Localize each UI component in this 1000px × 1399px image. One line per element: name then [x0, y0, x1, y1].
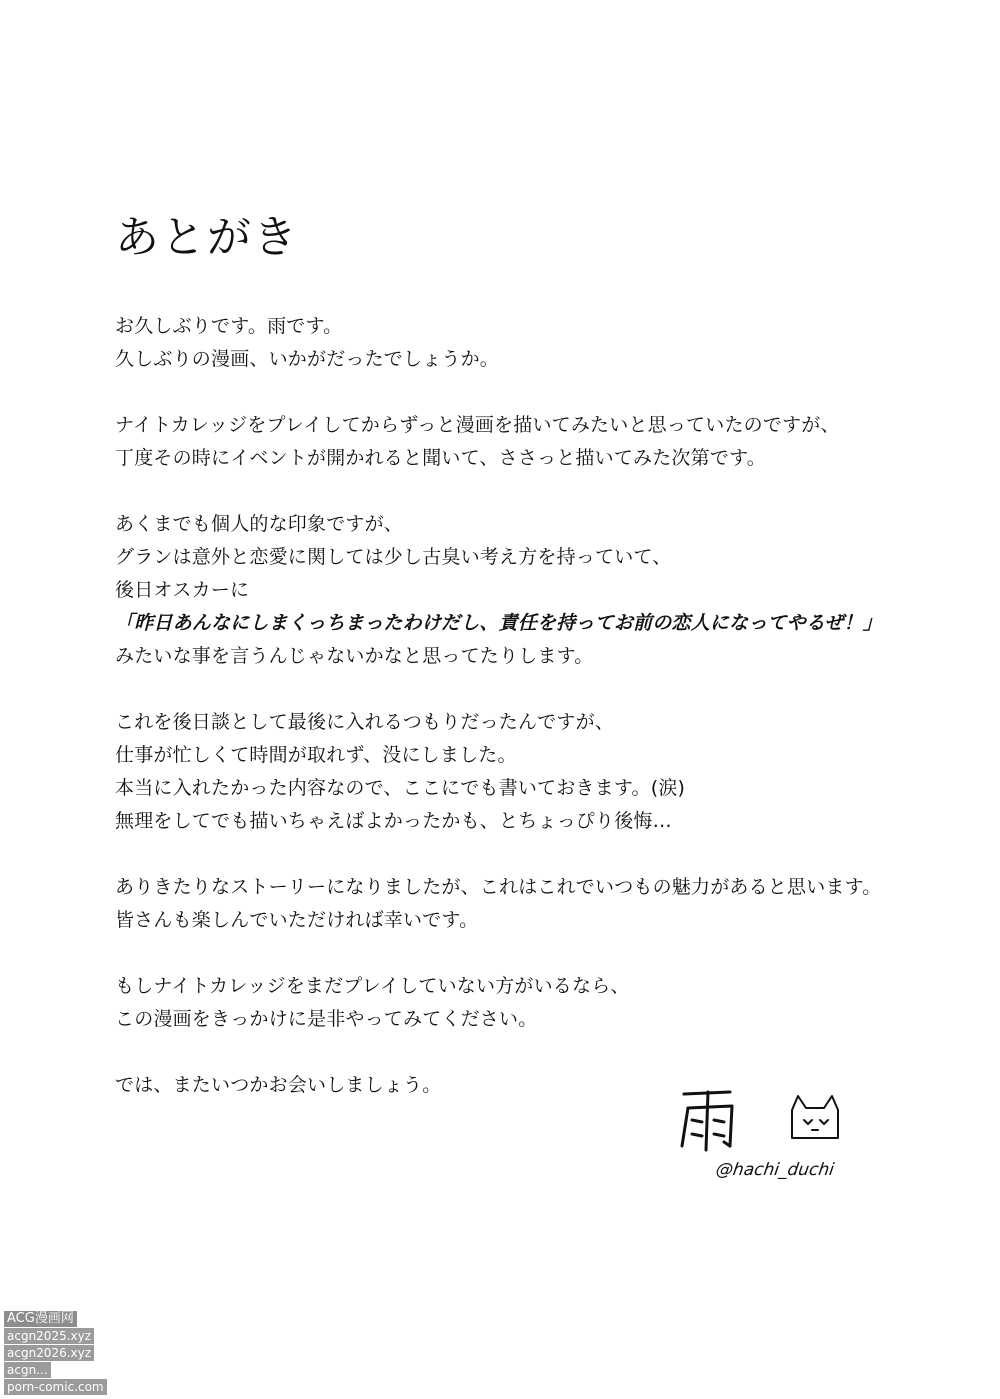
watermark-line: porn-comic.com: [4, 1379, 107, 1395]
author-handle: @hachi_duchi: [714, 1160, 836, 1180]
text-line: 後日オスカーに: [115, 579, 250, 601]
text-line: 皆さんも楽しんでいただければ幸いです。: [115, 909, 479, 931]
paragraph-motivation: [115, 409, 915, 475]
text-line: みたいな事を言うんじゃないかなと思ってたりします。: [115, 645, 594, 667]
watermark-line: acgn...: [4, 1362, 51, 1378]
text-line: グランは意外と恋愛に関しては少し古臭い考え方を持っていて、: [115, 546, 672, 568]
paragraph-recommendation: [115, 970, 915, 1036]
text-line: 本当に入れたかった内容なので、ここにでも書いておきます。(涙): [115, 777, 686, 799]
site-watermark: [4, 1311, 134, 1396]
text-line: 丁度その時にイベントが開かれると聞いて、ささっと描いてみた次第です。: [115, 447, 766, 469]
text-line: 久しぶりの漫画、いかがだったでしょうか。: [115, 348, 500, 370]
paragraph-epilogue: [115, 706, 915, 838]
author-signature: [672, 1080, 872, 1190]
paragraph-story: [115, 871, 915, 937]
text-line: これを後日談として最後に入れるつもりだったんですが、: [115, 711, 615, 733]
paragraph-impression: [115, 508, 915, 673]
text-line: お久しぶりです。雨です。: [115, 315, 343, 337]
page-title: あとがき: [115, 212, 299, 263]
text-line: 仕事が忙しくて時間が取れず、没にしました。: [115, 744, 517, 766]
cat-doodle-icon: [792, 1096, 838, 1138]
text-line: あくまでも個人的な印象ですが、: [115, 513, 404, 535]
afterword-body: [115, 310, 915, 1135]
watermark-line: acgn2026.xyz: [4, 1345, 94, 1361]
text-line: では、またいつかお会いしましょう。: [115, 1074, 442, 1096]
quoted-line: 「昨日あんなにしまくっちまったわけだし、責任を持ってお前の恋人になってやるぜ！」: [115, 612, 883, 634]
text-line: ナイトカレッジをプレイしてからずっと漫画を描いてみたいと思っていたのですが、: [115, 414, 840, 436]
text-line: 無理をしてでも描いちゃえばよかったかも、とちょっぴり後悔…: [115, 810, 672, 832]
text-line: もしナイトカレッジをまだプレイしていない方がいるなら、: [115, 975, 630, 997]
text-line: ありきたりなストーリーになりましたが、これはこれでいつもの魅力があると思います。: [115, 876, 882, 898]
text-line: この漫画をきっかけに是非やってみてください。: [115, 1008, 538, 1030]
signature-drawing: [672, 1080, 872, 1160]
watermark-line: acgn2025.xyz: [4, 1328, 94, 1344]
paragraph-greeting: [115, 310, 915, 376]
watermark-line: ACG漫画网: [4, 1311, 77, 1327]
